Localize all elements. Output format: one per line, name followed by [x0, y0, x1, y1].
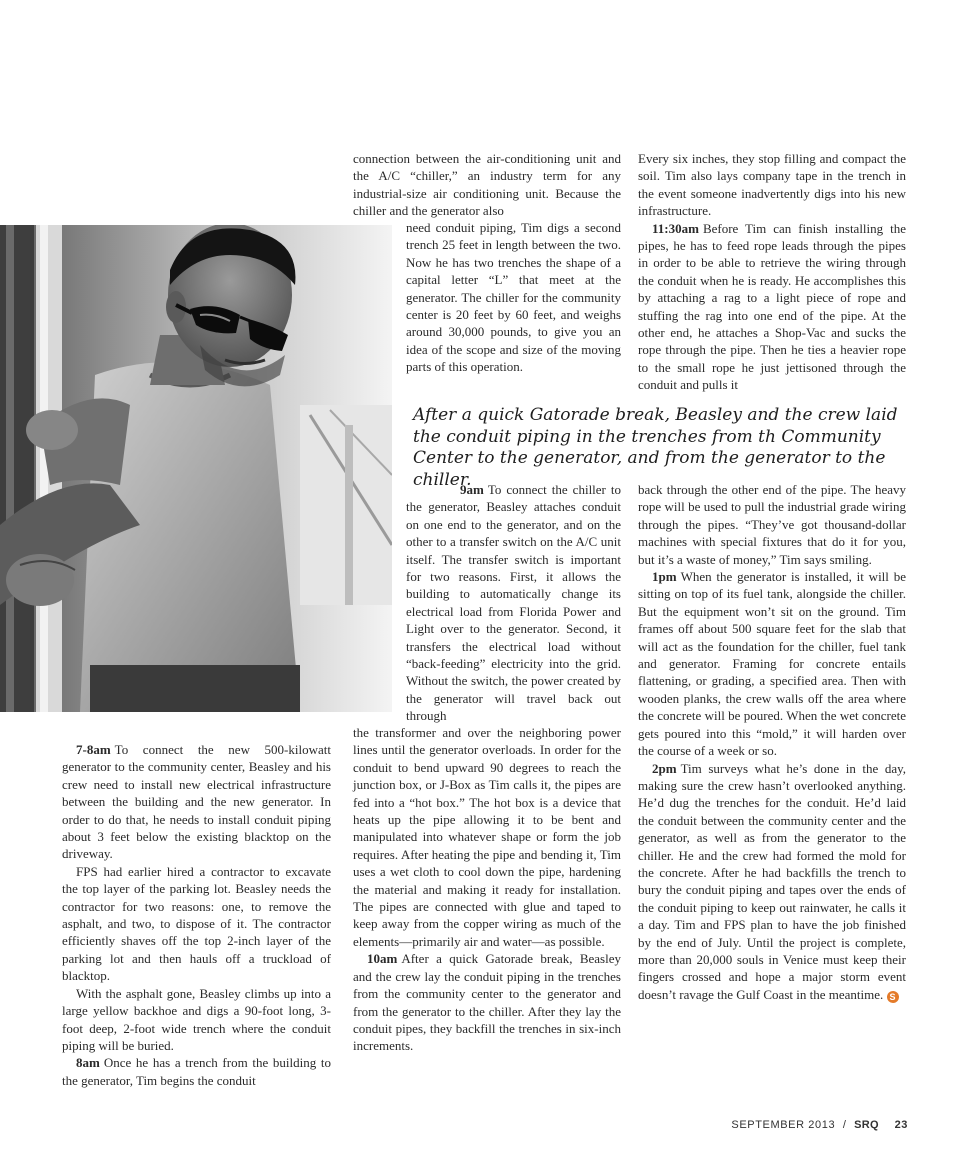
worker-photo-illustration — [0, 225, 392, 712]
col1-p2: FPS had earlier hired a contractor to excavate the top layer of the parking lot. Beasley needs the contractor for two reasons: one, to remove the asphalt, and two, to dispose of it. The contractor efficiently shaves off the top 2-inch layer of the parking lot and then hauls off a truckload of blacktop. — [62, 863, 331, 984]
page-number: 23 — [894, 1119, 908, 1131]
col2-bottom-wide — [353, 724, 621, 1055]
footer-issue: SEPTEMBER 2013 — [731, 1119, 836, 1131]
col2-top-wide — [353, 150, 621, 220]
col2-bottom-p2-text: After a quick Gatorade break, Beasley and the crew lay the conduit piping in the trenches from the community center to the generator and from the generator to the chiller. After they lay the conduit pipes, they backfill the trenches in six-inch increments. — [353, 951, 621, 1054]
col2-top-wide-text: connection between the air-conditioning unit and the A/C “chiller,” an industry term for any industrial-size air conditioning unit. Because the chiller and the generator also — [353, 151, 621, 219]
col3-bottom-p3-text: Tim surveys what he’s done in the day, making sure the crew hasn’t overlooked anything. He’d dug the trenches for the conduit. He’d laid the conduit between the community center and the generator, as well as from the generator to the chiller. He and the crew had formed the mold for the concrete. After he had backfills the trench to bury the conduit piping and tapes over the ends of the conduit piping to keep out rainwater, he calls it a day. Tim and FPS plan to have the job finished by the end of July. Until the project is complete, more than 20,000 souls in Venice must keep their fingers crossed and hope a major storm event doesn’t ravage the Gulf Coast in the meantime. — [638, 760, 906, 1002]
pull-quote: After a quick Gatorade break, Beasley and the crew laid the conduit piping in the trenches from th Community Center to the generator, and from the generator to the chiller. — [413, 405, 898, 490]
col3-bottom-p2-text: When the generator is installed, it will be sitting on top of its fuel tank, alongside the chiller. But the equipment won’t sit on the ground. Tim frames off about 500 square feet for the slab that will act as the foundation for the chiller, fuel tank and generator. Framing for concrete entails flattening, or grading, a specified area. Then with wooden planks, the crew walls off the area where the concrete will be poured. When the wet concrete gets poured into this “mold,” it will harden over the course of a week or so. — [638, 569, 906, 759]
col2-bottom-p1-narrow-text: To connect the chiller to the generator, Beasley attaches conduit on one end to the generator, and on the other to a transfer switch on the A/C unit itself. The transfer switch is important for two reasons. First, it allows the building to automatically change its electrical load from Florida Power and Light over to the generator. Second, it transfers the electrical load without “back-feeding” electricity into the grid. Without the switch, the power created by the generator will travel back out through — [406, 482, 621, 724]
time-lead-1130am: 11:30am — [652, 220, 699, 236]
col1 — [62, 741, 331, 1089]
col3-top-p1: Every six inches, they stop filling and compact the soil. Tim also lays company tape in the trench in the event someone inadvertently digs into his new infrastructure. — [638, 151, 906, 219]
col2-top-narrow-text: need conduit piping, Tim digs a second trench 25 feet in length between the two. Now he has two trenches the shape of a capital letter “L” that meet at the generator. The chiller for the community center is 20 feet by 60 feet, and weighs around 30,000 pounds, to give you an idea of the scope and size of the moving parts of this operation. — [406, 220, 621, 375]
col2-top-narrow — [406, 219, 621, 376]
col2-bottom-p1-wide: the transformer and over the neighboring power lines until the generator overloads. In order for the conduit to bend upward 90 degrees to reach the junction box, or J-Box as Tim calls it, the pipes are fed into a “hot box.” The hot box is a device that heats up the pipe allowing it to be bent and manipulated into whatever shape or form the job requires. After heating the pipe and bending it, Tim uses a wet cloth to cool down the pipe, hardening the material and making it ready for installation. The pipes are connected with glue and taped to keep away from the copper wiring as much of the elements—primarily air and water—as possible. — [353, 725, 621, 949]
end-mark-icon: S — [887, 991, 899, 1003]
time-lead-9am: 9am — [460, 482, 484, 497]
col2-bottom-narrow — [406, 481, 621, 725]
col1-p4 — [62, 1054, 331, 1089]
col3-bottom-p1: back through the other end of the pipe. The heavy rope will be used to pull the industrial grade wiring through the pipes. “They’ve got thousand-dollar machines with special fixtures that do it for you, but it’s a waste of money,” Tim says smiling. — [638, 482, 906, 567]
time-lead-2pm: 2pm — [652, 760, 677, 776]
time-lead-7-8am: 7-8am — [76, 742, 111, 757]
col3-top-p2-text: Before Tim can finish installing the pipes, he has to feed rope leads through the pipes in order to be able to retrieve the wiring through the conduit when he is ready. He accomplishes this by attaching a rag to a light piece of rope and stuffing the rag into one end of the pipe. At the other end, he attaches a Shop-Vac and sucks the rope through the pipe. Then he ties a heavier rope to the small rope he just jettisoned through the conduit and pulls it — [638, 220, 906, 393]
footer-brand: SRQ — [854, 1119, 879, 1131]
time-lead-1pm: 1pm — [652, 569, 677, 585]
col3-bottom — [638, 481, 906, 1003]
col1-p3: With the asphalt gone, Beasley climbs up into a large yellow backhoe and digs a 90-foot long, 3-foot deep, 2-foot wide trench where the conduit piping will be buried. — [62, 985, 331, 1053]
col3-bottom-p3 — [638, 760, 906, 1004]
time-lead-10am: 10am — [367, 951, 398, 967]
col3-top-p2 — [638, 220, 906, 394]
photo-worker — [0, 225, 392, 712]
col1-p4-text: Once he has a trench from the building to the generator, Tim begins the conduit — [62, 1055, 331, 1088]
col2-bottom-p2 — [353, 950, 621, 1054]
page-footer — [731, 1119, 908, 1131]
col1-p1-text: To connect the new 500-kilowatt generator to the community center, Beasley and his crew need to install new electrical infrastructure between the building and the new generator. In order to do that, he needs to install conduit piping about 3 feet below the existing blacktop on the driveway. — [62, 742, 331, 862]
col2-bottom-p1-narrow — [406, 481, 621, 725]
footer-separator: / — [842, 1119, 847, 1131]
col3-bottom-p2 — [638, 568, 906, 759]
col3-top — [638, 150, 906, 394]
time-lead-8am: 8am — [76, 1055, 100, 1071]
col1-p1 — [62, 741, 331, 863]
